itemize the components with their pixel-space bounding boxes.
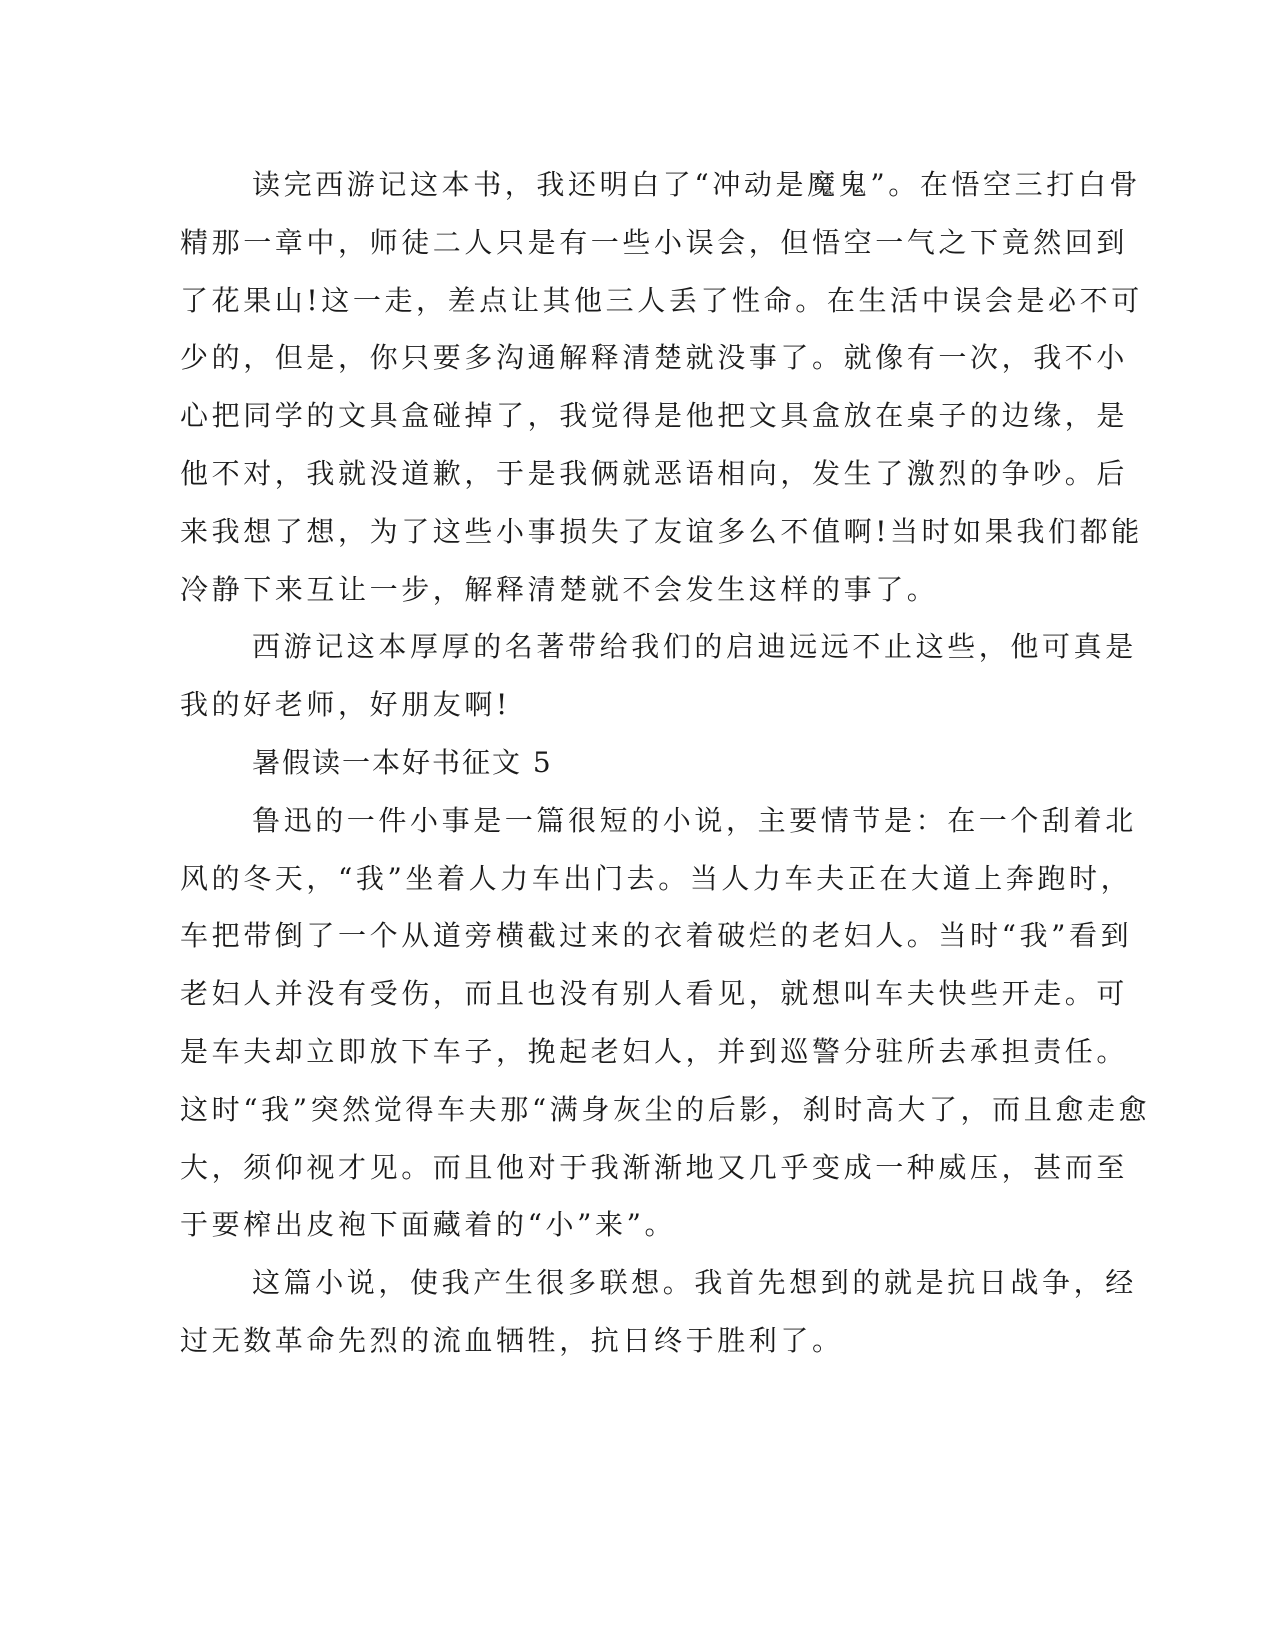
paragraph-small-incident — [180, 792, 1151, 1254]
paragraph-associations — [180, 1254, 1137, 1370]
paragraph-line: 少的，但是，你只要多沟通解释清楚就没事了。就像有一次，我不小 — [180, 341, 1129, 375]
paragraph-impulse-is-devil — [180, 156, 1143, 618]
section-heading-text: 暑假读一本好书征文 5 — [252, 745, 553, 779]
paragraph-line: 我的好老师，好朋友啊! — [180, 688, 511, 722]
paragraph-line: 来我想了想，为了这些小事损失了友谊多么不值啊!当时如果我们都能 — [180, 514, 1143, 548]
paragraph-line: 西游记这本厚厚的名著带给我们的启迪远远不止这些，他可真是 — [252, 630, 1137, 664]
paragraph-line: 这篇小说，使我产生很多联想。我首先想到的就是抗日战争，经 — [252, 1266, 1137, 1300]
paragraph-line: 是车夫却立即放下车子，挽起老妇人，并到巡警分驻所去承担责任。 — [180, 1034, 1129, 1068]
paragraph-line: 鲁迅的一件小事是一篇很短的小说，主要情节是：在一个刮着北 — [252, 803, 1137, 837]
paragraph-line: 这时“我”突然觉得车夫那“满身灰尘的后影，刹时高大了，而且愈走愈 — [180, 1092, 1151, 1126]
paragraph-line: 风的冬天，“我”坐着人力车出门去。当人力车夫正在大道上奔跑时， — [180, 861, 1133, 895]
paragraph-good-teacher — [180, 618, 1137, 734]
paragraph-line: 车把带倒了一个从道旁横截过来的衣着破烂的老妇人。当时“我”看到 — [180, 919, 1133, 953]
document-page — [180, 156, 1151, 1370]
paragraph-line: 过无数革命先烈的流血牺牲，抗日终于胜利了。 — [180, 1323, 844, 1357]
section-heading — [180, 734, 1040, 792]
paragraph-line: 心把同学的文具盒碰掉了，我觉得是他把文具盒放在桌子的边缘，是 — [180, 399, 1129, 433]
paragraph-line: 老妇人并没有受伤，而且也没有别人看见，就想叫车夫快些开走。可 — [180, 977, 1129, 1011]
paragraph-line: 冷静下来互让一步，解释清楚就不会发生这样的事了。 — [180, 572, 939, 606]
paragraph-line: 于要榨出皮袍下面藏着的“小”来”。 — [180, 1208, 677, 1242]
paragraph-line: 了花果山!这一走，差点让其他三人丢了性命。在生活中误会是必不可 — [180, 283, 1143, 317]
paragraph-line: 精那一章中，师徒二人只是有一些小误会，但悟空一气之下竟然回到 — [180, 225, 1129, 259]
paragraph-line: 大，须仰视才见。而且他对于我渐渐地又几乎变成一种威压，甚而至 — [180, 1150, 1129, 1184]
paragraph-line: 读完西游记这本书，我还明白了“冲动是魔鬼”。在悟空三打白骨 — [252, 168, 1142, 201]
paragraph-line: 他不对，我就没道歉，于是我俩就恶语相向，发生了激烈的争吵。后 — [180, 456, 1129, 490]
